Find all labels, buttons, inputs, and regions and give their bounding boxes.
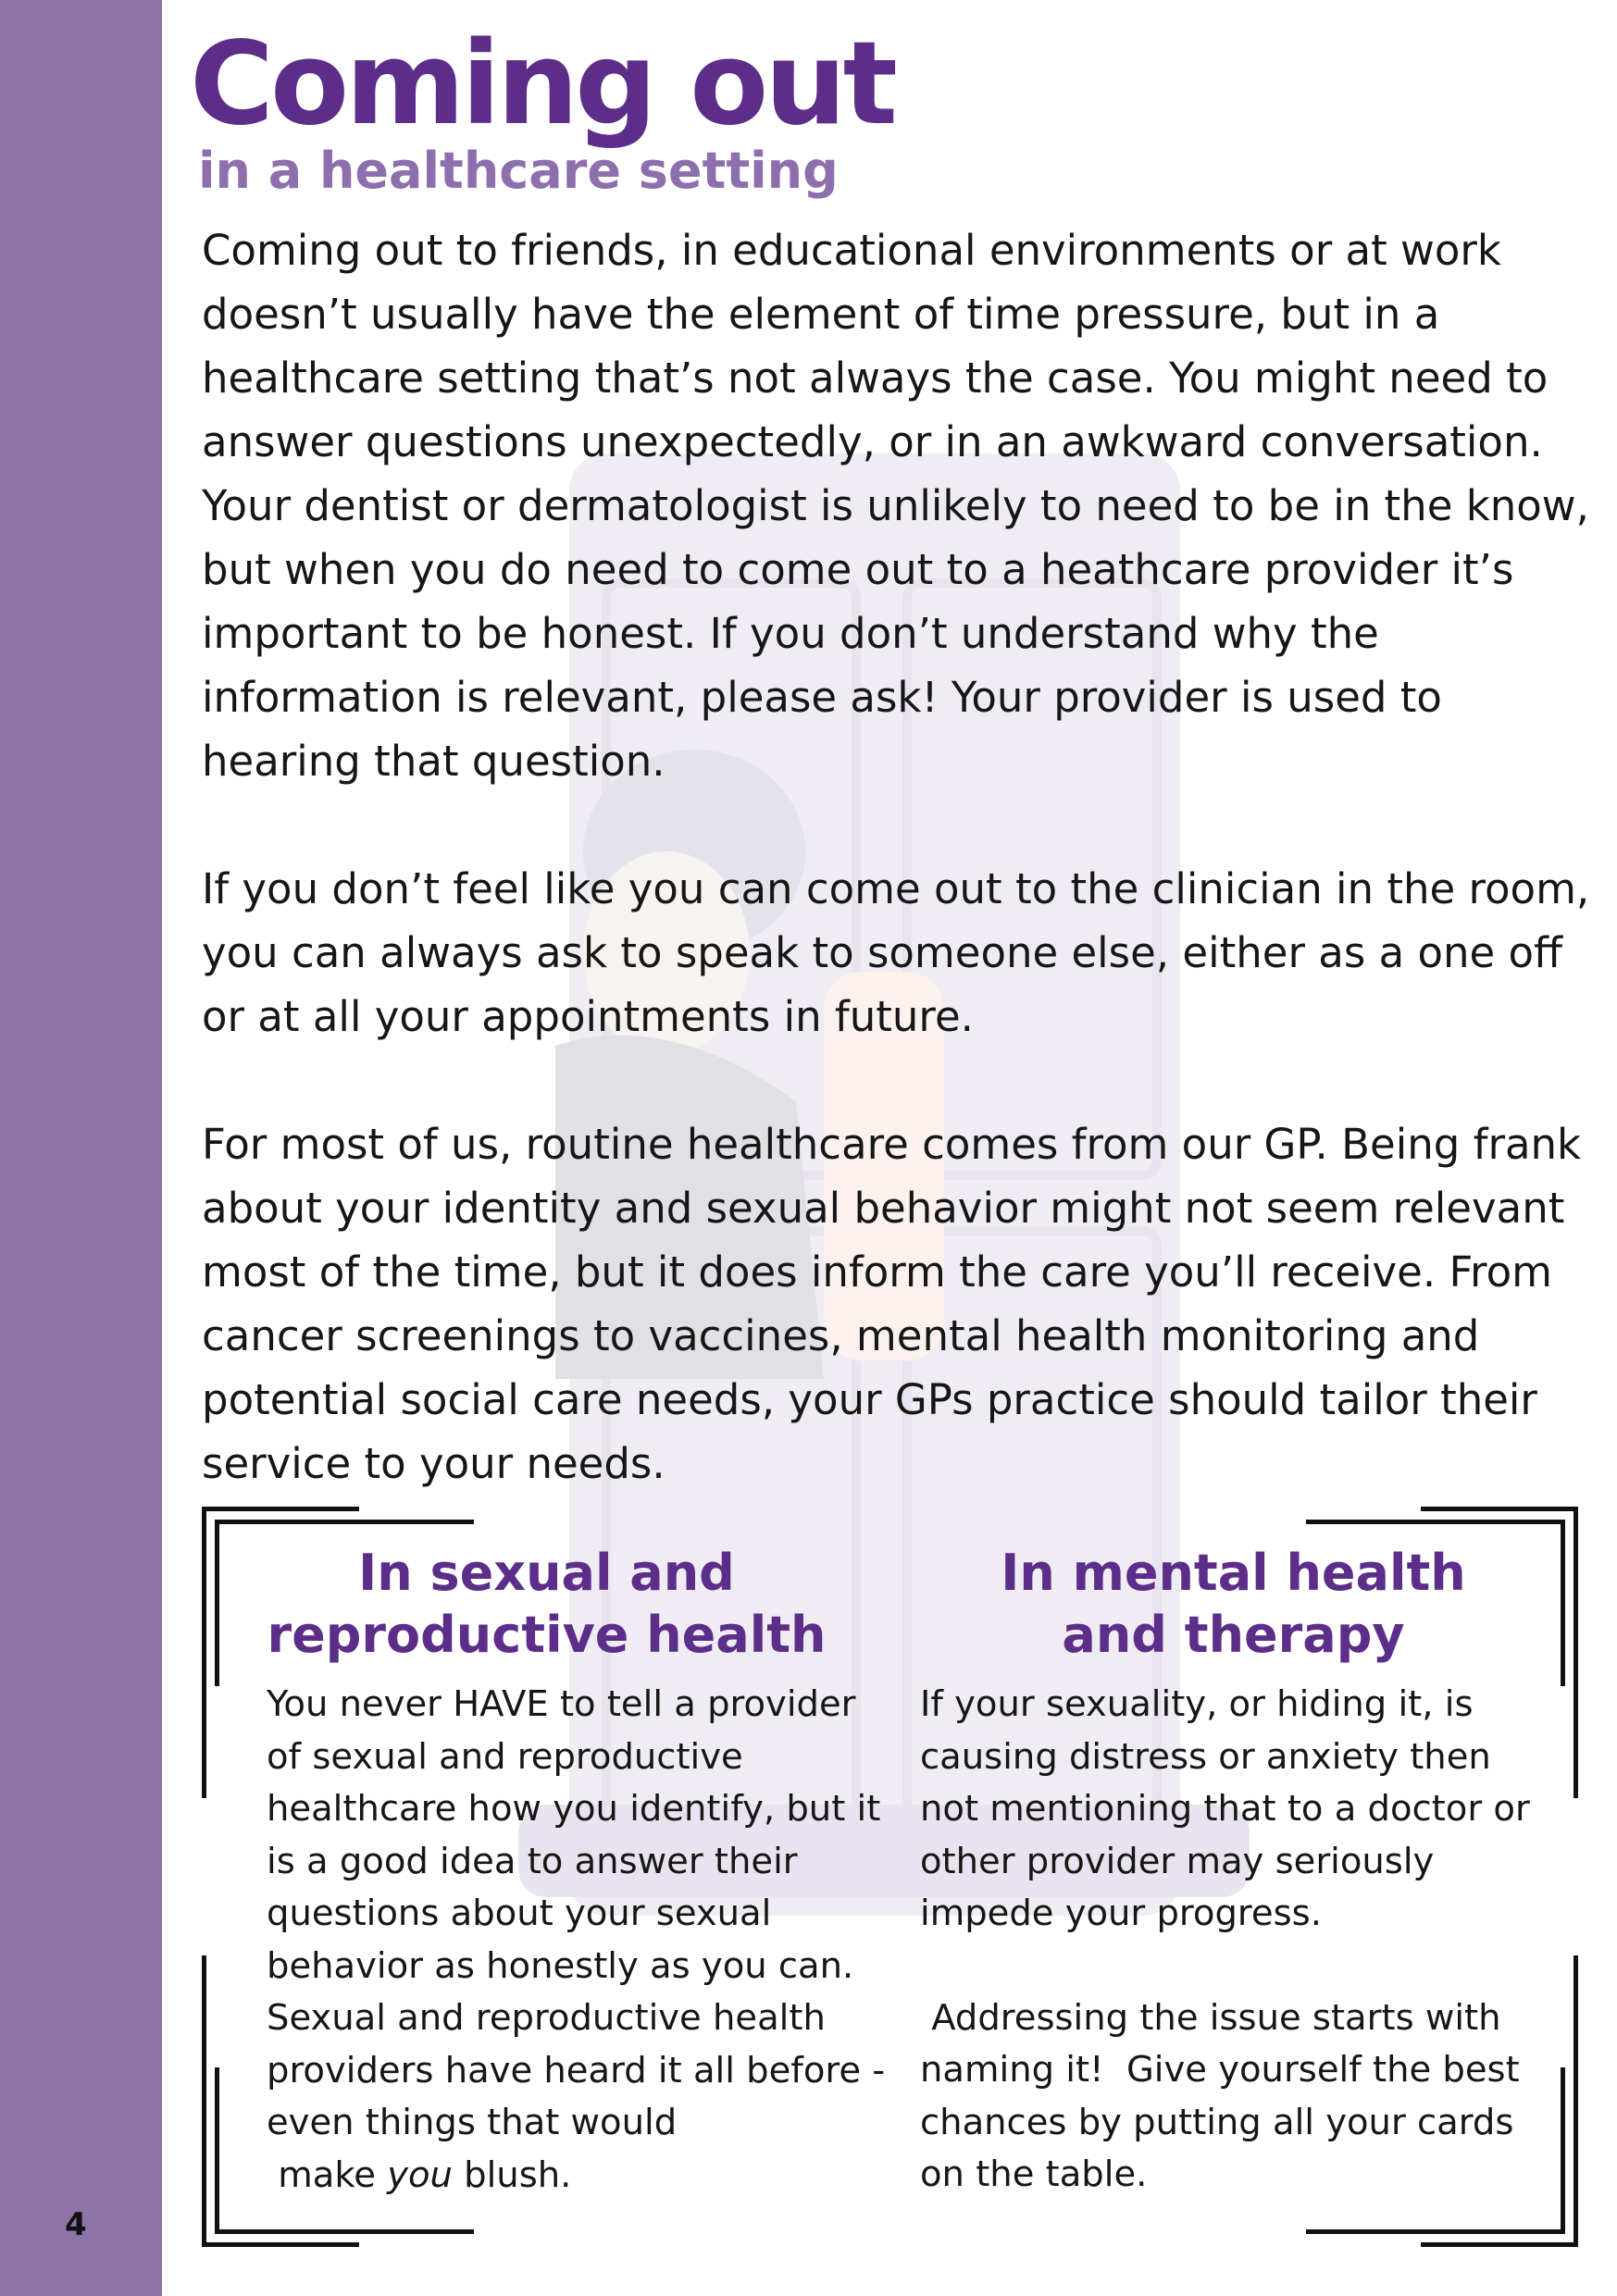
heading-line: reproductive health (267, 1606, 827, 1664)
frame-line (215, 2067, 219, 2234)
box-paragraph: Addressing the issue starts with naming it! Give yourself the best chances by putting all your cards on the table. (920, 1996, 1531, 2195)
frame-line (1421, 1507, 1578, 1511)
page-subtitle: in a healthcare setting (198, 142, 839, 200)
frame-line (1573, 1955, 1578, 2247)
paragraph: If you don’t feel like you can come out to the clinician in the room, you can always ask to speak to someone else, either as a one off or at all your appointments in future. (202, 864, 1590, 1041)
heading-line: and therapy (1062, 1606, 1405, 1664)
frame-line (202, 1955, 206, 2247)
frame-line (1421, 2242, 1578, 2247)
emphasis: you (387, 2153, 453, 2196)
box-paragraph (267, 1679, 896, 2202)
sexual-health-text (267, 1679, 896, 2202)
mental-health-text (920, 1679, 1559, 2202)
sidebar-band (0, 0, 162, 2296)
heading-line: In mental health (1001, 1544, 1466, 1602)
frame-line (202, 2242, 359, 2247)
paragraph: For most of us, routine healthcare comes from our GP. Being frank about your identity and sexual behavior might not seem relevant most of the time, but it does inform the care you’ll receive. From cancer screenings to vaccines, mental health monitoring and potential social care needs, your GPs practice should tailor their service to your needs. (202, 1120, 1582, 1488)
page-title: Coming out (190, 18, 894, 151)
mental-health-heading (889, 1542, 1578, 1666)
heading-line: In sexual and (358, 1544, 735, 1602)
box-text-end: blush. (452, 2153, 572, 2196)
frame-line (1306, 1520, 1565, 1524)
frame-line (215, 2229, 474, 2234)
mental-health-box (889, 1507, 1578, 2247)
frame-line (1306, 2229, 1565, 2234)
frame-line (202, 1507, 359, 1511)
frame-line (1561, 2067, 1565, 2234)
box-paragraph: If your sexuality, or hiding it, is causing distress or anxiety then not mentioning that to a doctor or other provider may seriously impede your progress. (920, 1683, 1530, 1934)
page-number: 4 (65, 2206, 87, 2243)
box-text-end: make (267, 2153, 388, 2196)
sexual-health-heading (202, 1542, 891, 1666)
body-text (202, 218, 1590, 1496)
sexual-health-box (202, 1507, 891, 2247)
frame-line (215, 1520, 474, 1524)
paragraph: Coming out to friends, in educational environments or at work doesn’t usually have the element of time pressure, but in a healthcare setting that’s not always the case. You might need to answer questions unexpectedly, or in an awkward conversation. Your dentist or dermatologist is unlikely to need to be in the know, but when you do need to come out to a heathcare provider it’s important to be honest. If you don’t understand why the information is relevant, please ask! Your provider is used to hearing that question. (202, 226, 1589, 786)
box-text-main: You never HAVE to tell a provider of sexual and reproductive healthcare how you identify, but it is a good idea to answer their questions about your sexual behavior as honestly as you can. Sexual and reproductive health providers have heard it all before - even things that would (267, 1683, 886, 2143)
